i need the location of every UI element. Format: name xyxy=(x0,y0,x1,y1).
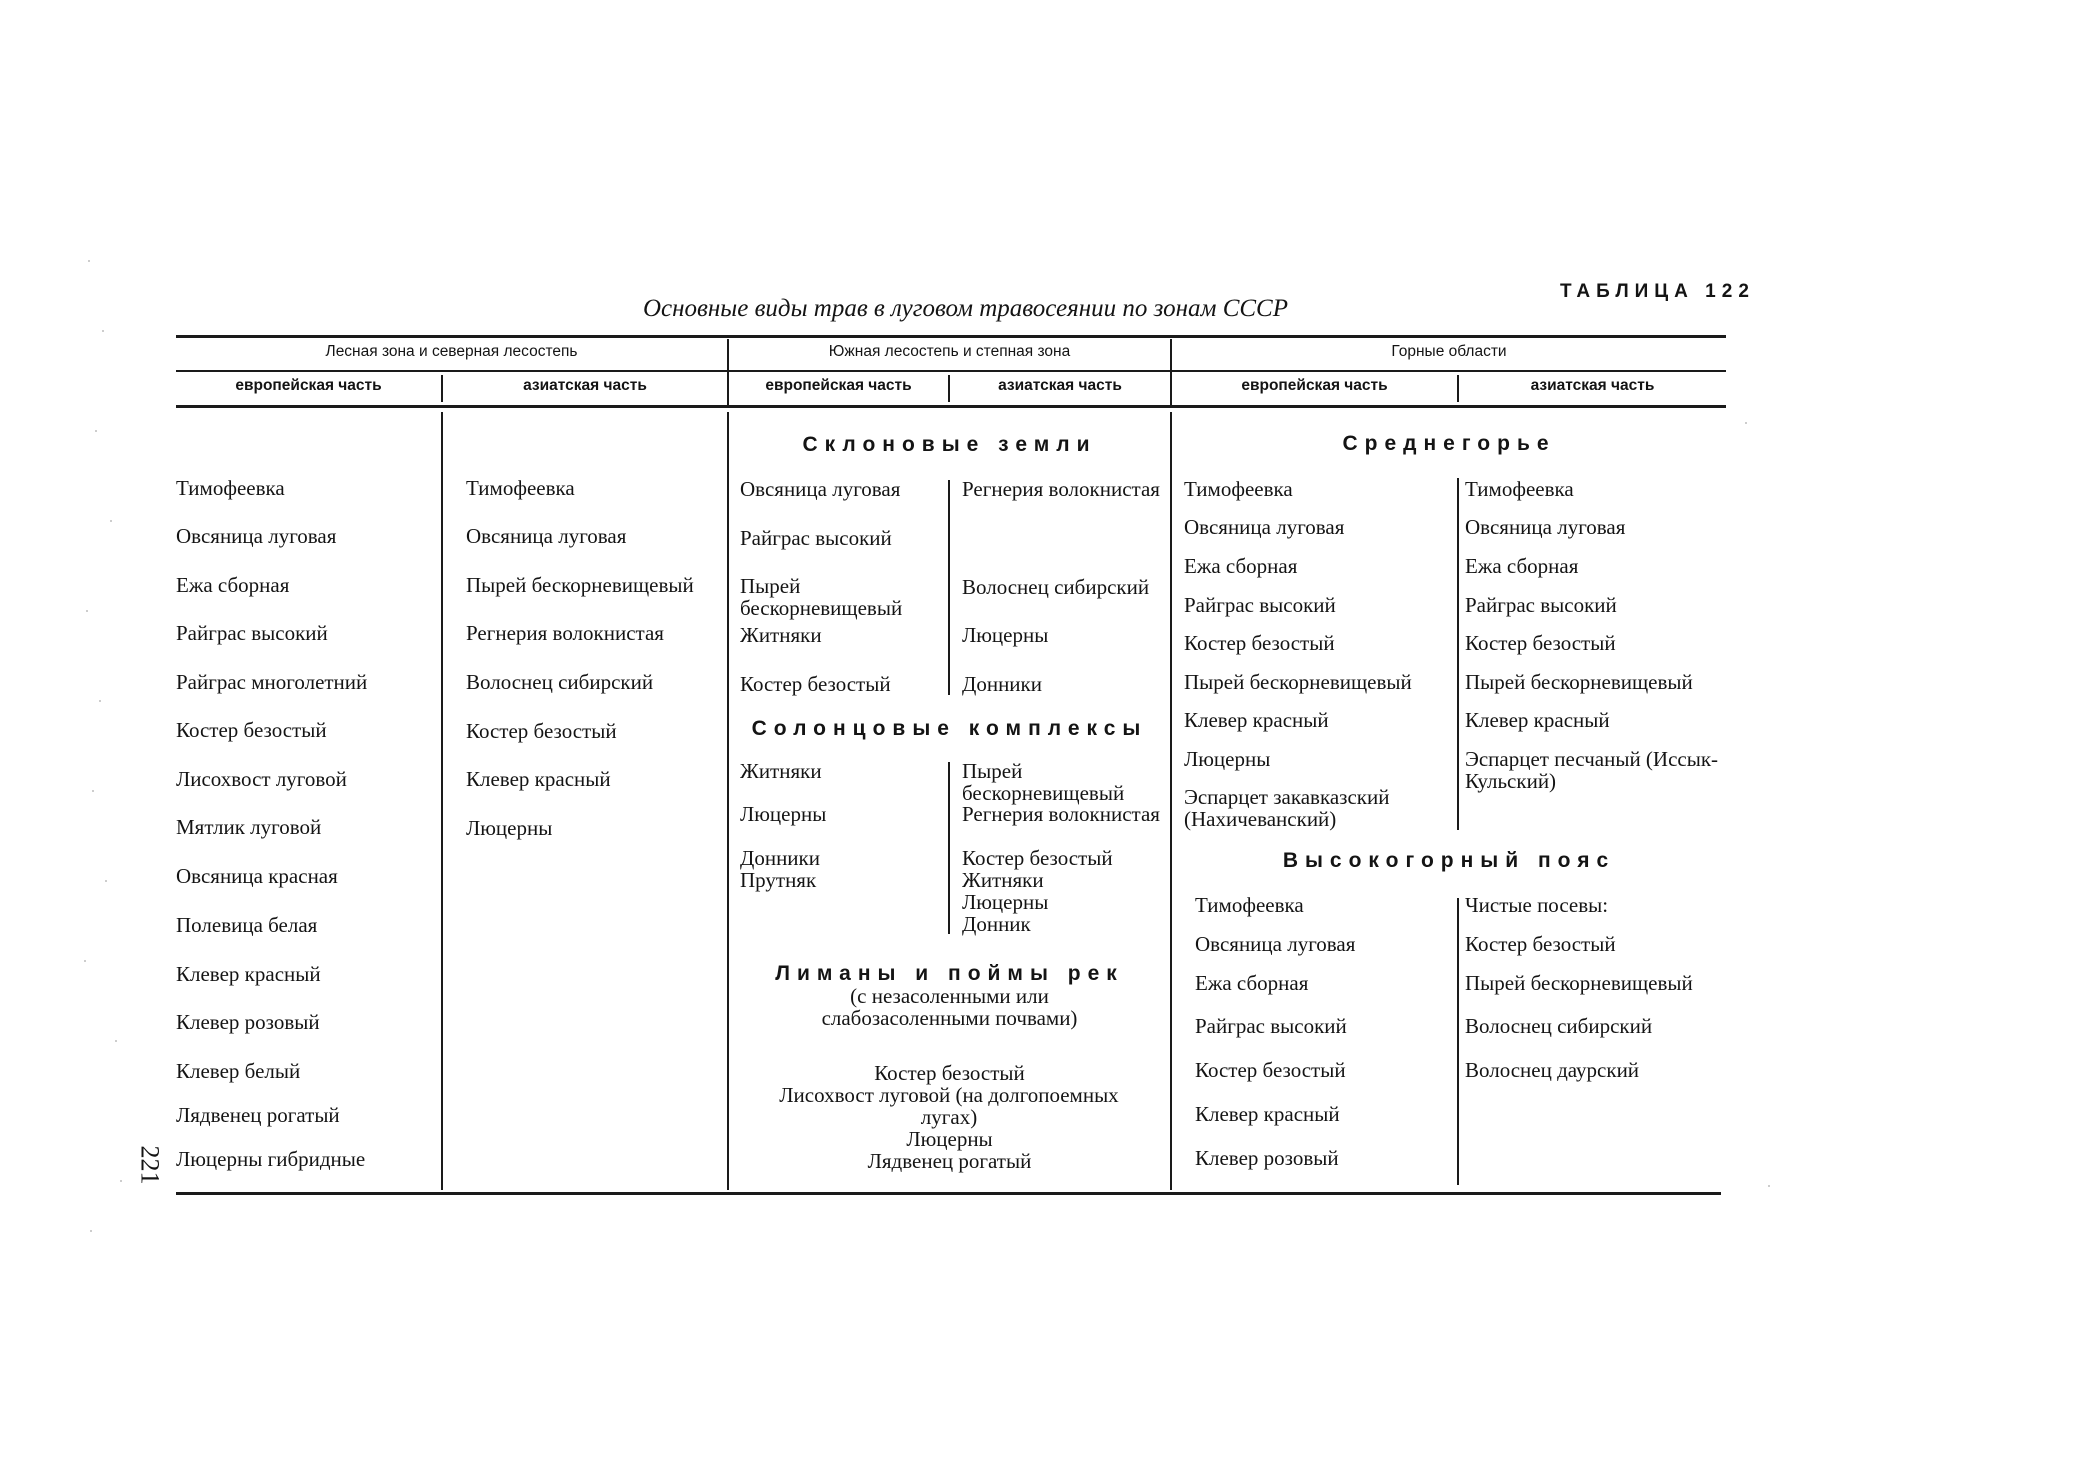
list-item: Костер безостый xyxy=(874,1061,1025,1085)
list-item: Тимофеевка xyxy=(1184,477,1293,501)
list-item: Донники xyxy=(962,672,1042,696)
divider-solonetz xyxy=(948,762,950,934)
list-item: Клевер розовый xyxy=(1195,1146,1339,1170)
list-item: Клевер красный xyxy=(1195,1102,1340,1126)
list-item: Клевер красный xyxy=(1184,708,1329,732)
header-forest-as: азиатская часть xyxy=(523,377,647,394)
list-item: Костер безостый xyxy=(740,672,891,696)
list-item: Полевица белая xyxy=(176,913,318,937)
rule-bottom xyxy=(176,1192,1721,1195)
divider-slopes xyxy=(948,480,950,695)
list-item: Овсяница луговая xyxy=(176,524,337,548)
list-item: Пырей бескорневищевый xyxy=(962,759,1125,805)
list-item: Костер безостый xyxy=(1465,631,1616,655)
list-item: Костер безостый xyxy=(1465,932,1616,956)
list-item: Чистые посевы: xyxy=(1465,893,1609,917)
list-item: Ежа сборная xyxy=(1195,971,1309,995)
list-item: Костер безостый xyxy=(1184,631,1335,655)
rule-header-mid xyxy=(176,370,1726,372)
list-item: Лядвенец рогатый xyxy=(176,1103,340,1127)
list-item: Тимофеевка xyxy=(1195,893,1304,917)
section-floodplains: Лиманы и поймы рек xyxy=(775,962,1124,985)
list-item: Житняки xyxy=(740,623,822,647)
list-item: Клевер красный xyxy=(466,767,611,791)
header-forest-eu: европейская часть xyxy=(235,377,382,394)
header-mountain-eu: европейская часть xyxy=(1241,377,1388,394)
list-item: Люцерны гибридные xyxy=(176,1147,366,1171)
list-item: Лисохвост луговой xyxy=(176,767,347,791)
body-divider-zone-2-3 xyxy=(1170,412,1172,1190)
list-item: Овсяница луговая xyxy=(466,524,627,548)
list-item: Ежа сборная xyxy=(1465,554,1579,578)
section-midmountain: Среднегорье xyxy=(1342,432,1556,455)
list-item: Клевер розовый xyxy=(176,1010,320,1034)
list-item: Костер безостый xyxy=(1195,1058,1346,1082)
header-mountain-as: азиатская часть xyxy=(1530,377,1655,394)
list-item: Эспарцет закавказский (Нахичеванский) xyxy=(1184,785,1390,831)
list-item: Волоснец даурский xyxy=(1465,1058,1640,1082)
list-item: Клевер белый xyxy=(176,1059,301,1083)
divider-midmountain xyxy=(1457,478,1459,830)
table-title: Основные виды трав в луговом травосеянии по зонам СССР xyxy=(643,295,1289,322)
list-item: Донник xyxy=(962,912,1031,936)
list-item: Райграс многолетний xyxy=(176,670,368,694)
list-item: Райграс высокий xyxy=(1465,593,1617,617)
list-item: Эспарцет песчаный (Иссык-Кульский) xyxy=(1465,747,1719,793)
list-item: Овсяница луговая xyxy=(1465,515,1626,539)
list-item: Лядвенец рогатый xyxy=(867,1149,1032,1173)
header-steppe-eu: европейская часть xyxy=(765,377,912,394)
list-item: Костер безостый xyxy=(466,719,617,743)
list-item: Регнерия волокнистая xyxy=(962,802,1160,826)
list-item: Костер безостый xyxy=(962,846,1113,870)
divider-highmountain xyxy=(1457,898,1459,1185)
list-item: Донники xyxy=(740,846,820,870)
body-divider-forest xyxy=(441,412,443,1190)
list-item: Регнерия волокнистая xyxy=(962,477,1160,501)
list-item: Райграс высокий xyxy=(1184,593,1336,617)
rule-top xyxy=(176,335,1726,338)
list-item: Клевер красный xyxy=(176,962,321,986)
list-item: Овсяница луговая xyxy=(1195,932,1356,956)
list-item: Овсяница красная xyxy=(176,864,338,888)
list-item: Люцерны xyxy=(962,623,1049,647)
list-item: Пырей бескорневищевый xyxy=(1465,670,1693,694)
list-item: Люцерны xyxy=(962,890,1049,914)
section-slopes: Склоновые земли xyxy=(802,433,1097,456)
list-item: Клевер красный xyxy=(1465,708,1610,732)
list-item: Волоснец сибирский xyxy=(1465,1014,1653,1038)
list-item: Овсяница луговая xyxy=(1184,515,1345,539)
list-item: Прутняк xyxy=(740,868,817,892)
list-item: Тимофеевка xyxy=(466,476,575,500)
list-item: Регнерия волокнистая xyxy=(466,621,664,645)
list-item: Ежа сборная xyxy=(176,573,290,597)
list-item: Волоснец сибирский xyxy=(466,670,654,694)
list-item: Тимофеевка xyxy=(1465,477,1574,501)
rule-header-bottom xyxy=(176,405,1726,408)
list-item: Люцерны xyxy=(906,1127,993,1151)
header-mountain: Горные области xyxy=(1391,343,1507,360)
header-steppe-zone: Южная лесостепь и степная зона xyxy=(828,343,1071,360)
list-item: Пырей бескорневищевый xyxy=(1465,971,1693,995)
list-item: Волоснец сибирский xyxy=(962,575,1150,599)
list-item: Житняки xyxy=(740,759,822,783)
floodplains-note-1: (с незасоленными или xyxy=(850,984,1049,1008)
floodplains-note-2: слабозасоленными почвами) xyxy=(821,1006,1078,1030)
list-item: Райграс высокий xyxy=(740,526,892,550)
list-item: Люцерны xyxy=(740,802,827,826)
list-item: Житняки xyxy=(962,868,1044,892)
table-label: ТАБЛИЦА 122 xyxy=(1560,281,1755,302)
list-item: Райграс высокий xyxy=(176,621,328,645)
list-item: Райграс высокий xyxy=(1195,1014,1347,1038)
section-solonetz: Солонцовые комплексы xyxy=(751,717,1148,740)
list-item: Мятлик луговой xyxy=(176,815,322,839)
list-item: Лисохвост луговой (на долгопоемных лугах) xyxy=(779,1083,1119,1129)
page-number: 221 xyxy=(135,1145,165,1185)
list-item: Пырей бескорневищевый xyxy=(466,573,694,597)
list-item: Костер безостый xyxy=(176,718,327,742)
list-item: Пырей бескорневищевый xyxy=(740,574,903,620)
header-forest-zone: Лесная зона и северная лесостепь xyxy=(325,343,578,360)
list-item: Тимофеевка xyxy=(176,476,285,500)
list-item: Пырей бескорневищевый xyxy=(1184,670,1412,694)
header-steppe-as: азиатская часть xyxy=(998,377,1122,394)
list-item: Люцерны xyxy=(1184,747,1271,771)
section-highmountain: Высокогорный пояс xyxy=(1282,849,1616,872)
list-item: Ежа сборная xyxy=(1184,554,1298,578)
list-item: Овсяница луговая xyxy=(740,477,901,501)
list-item: Люцерны xyxy=(466,816,553,840)
